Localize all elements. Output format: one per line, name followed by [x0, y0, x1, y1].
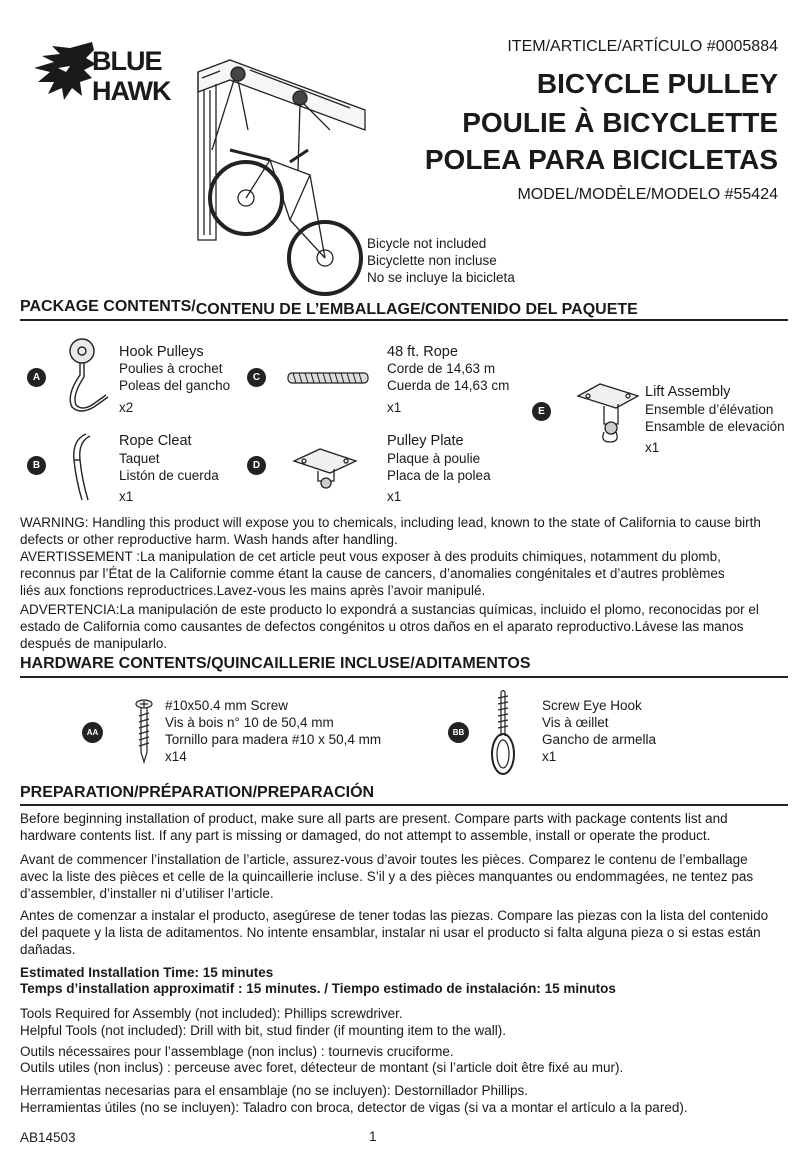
hardware-bb-es: Gancho de armella [542, 732, 657, 747]
brand-logo [30, 38, 190, 116]
item-number: ITEM/ARTICLE/ARTÍCULO #0005884 [507, 38, 778, 55]
preparation-heading: PREPARATION/PRÉPARATION/PREPARACIÓN [20, 784, 375, 801]
hawk-head-icon [30, 38, 100, 116]
preparation-es [20, 907, 790, 958]
preparation-fr [20, 851, 790, 902]
warning-en [20, 514, 790, 548]
preparation-es-line1: Antes de comenzar a instalar el producto, asegúrese de tener todas las piezas. Compare las piezas con la lista del contenido [20, 908, 769, 923]
part-d-badge: D [247, 456, 266, 475]
pulley-plate-icon [290, 443, 360, 491]
hardware-bb-name: Screw Eye Hook [542, 698, 642, 713]
document-code: AB14503 [20, 1130, 76, 1145]
part-a-qty: x2 [119, 400, 134, 415]
preparation-fr-line3: d’assembler, d’installer ni d’utiliser l’article. [20, 886, 274, 901]
tools-en-required: Tools Required for Assembly (not included): Phillips screwdriver. [20, 1006, 403, 1021]
preparation-en [20, 810, 790, 844]
model-number: MODEL/MODÈLE/MODELO #55424 [517, 186, 778, 203]
tools-es-required: Herramientas necesarias para el ensamblaje (no se incluyen): Destornillador Phillips. [20, 1083, 528, 1098]
warning-es-line1: ADVERTENCIA:La manipulación de este producto lo expondrá a sustancias químicas, incluido el plomo, reconocidas por el [20, 602, 759, 617]
warning-label: WARNING [20, 515, 85, 530]
package-heading-part1: PACKAGE CONTENTS/ [20, 298, 196, 315]
part-e-fr: Ensemble d’élévation [645, 402, 774, 417]
warning-fr-line2: reconnus par l’État de la Californie comme étant la cause de cancers, d’anomalies congénitales et d’autres problèmes [20, 566, 725, 581]
hardware-bb-fr: Vis à œillet [542, 715, 609, 730]
screw-icon [134, 698, 154, 764]
preparation-en-line2: hardware contents list. If any part is missing or damaged, do not attempt to assemble, install or operate the product. [20, 828, 711, 843]
bicycle-pulley-illustration [190, 50, 370, 300]
tools-en-helpful: Helpful Tools (not included): Drill with bit, stud finder (if mounting item to the wall). [20, 1023, 506, 1038]
part-e-name: Lift Assembly [645, 384, 731, 400]
package-contents-heading [20, 298, 638, 318]
warning-fr [20, 548, 790, 599]
part-a-name: Hook Pulleys [119, 344, 204, 360]
part-c-qty: x1 [387, 400, 402, 415]
brand-name-line2: HAWK [92, 76, 171, 106]
hardware-aa-qty: x14 [165, 749, 187, 764]
title-english: BICYCLE PULLEY [536, 68, 778, 99]
hardware-aa-fr: Vis à bois n° 10 de 50,4 mm [165, 715, 334, 730]
part-d-name: Pulley Plate [387, 433, 464, 449]
part-b-es: Listón de cuerda [119, 468, 219, 483]
section-divider [20, 676, 788, 678]
part-b-qty: x1 [119, 489, 134, 504]
bike-note-en: Bicycle not included [367, 236, 487, 251]
part-d-qty: x1 [387, 489, 402, 504]
bike-note-fr: Bicyclette non incluse [367, 253, 497, 268]
part-a-es: Poleas del gancho [119, 378, 231, 393]
tools-fr-required: Outils nécessaires pour l’assemblage (non inclus) : tournevis cruciforme. [20, 1044, 454, 1059]
hardware-aa-name: #10x50.4 mm Screw [165, 698, 289, 713]
part-a-badge: A [27, 368, 46, 387]
hardware-aa-es: Tornillo para madera #10 x 50,4 mm [165, 732, 382, 747]
bike-note-es: No se incluye la bicicleta [367, 270, 515, 285]
section-divider [20, 319, 788, 321]
part-b-badge: B [27, 456, 46, 475]
part-b-fr: Taquet [119, 451, 160, 466]
part-c-name: 48 ft. Rope [387, 344, 458, 360]
warning-es-line2: estado de California como causantes de defectos congénitos u otros daños en el aparato reproductivo.Lávese las manos [20, 619, 744, 634]
warning-es [20, 601, 790, 652]
section-divider [20, 804, 788, 806]
part-e-qty: x1 [645, 440, 660, 455]
hook-pulley-icon [60, 335, 115, 420]
part-d-fr: Plaque à poulie [387, 451, 481, 466]
install-time-fr-es: Temps d’installation approximatif : 15 minutes. / Tiempo estimado de instalación: 15 minutos [20, 981, 616, 996]
warning-fr-line1: AVERTISSEMENT :La manipulation de cet article peut vous exposer à des produits chimiques, notamment du plomb, [20, 549, 721, 564]
install-time-en: Estimated Installation Time: 15 minutes [20, 965, 274, 980]
hardware-bb-qty: x1 [542, 749, 557, 764]
part-c-es: Cuerda de 14,63 cm [387, 378, 510, 393]
part-c-badge: C [247, 368, 266, 387]
part-e-es: Ensamble de elevación [645, 419, 785, 434]
warning-en-line1: : Handling this product will expose you to chemicals, including lead, known to the state of California to cause birth [84, 515, 761, 530]
part-c-fr: Corde de 14,63 m [387, 361, 496, 376]
hardware-aa-badge: AA [82, 722, 103, 743]
tools-fr-helpful: Outils utiles (non inclus) : perceuse avec foret, détecteur de montant (si l’article doit être fixé au mur). [20, 1060, 624, 1075]
part-a-fr: Poulies à crochet [119, 361, 223, 376]
package-heading-part2: CONTENU DE L’EMBALLAGE/CONTENIDO DEL PAQUETE [195, 301, 638, 318]
warning-en-line2: defects or other reproductive harm. Wash hands after handling. [20, 532, 398, 547]
hardware-heading: HARDWARE CONTENTS/QUINCAILLERIE INCLUSE/ADITAMENTOS [20, 655, 531, 672]
hardware-bb-badge: BB [448, 722, 469, 743]
part-b-name: Rope Cleat [119, 433, 192, 449]
lift-assembly-icon [574, 380, 642, 448]
brand-name-line1: BLUE [92, 46, 162, 76]
rope-cleat-icon [62, 430, 102, 505]
preparation-es-line2: del paquete y la lista de aditamentos. No intente ensamblar, instalar ni usar el producto si falta alguna pieza o si estas están [20, 925, 761, 940]
page-number: 1 [369, 1129, 377, 1144]
title-french: POULIE À BICYCLETTE [462, 107, 778, 138]
preparation-es-line3: dañadas. [20, 942, 76, 957]
tools-es-helpful: Herramientas útiles (no se incluyen): Taladro con broca, detector de vigas (si va a montar el artículo a la pared). [20, 1100, 688, 1115]
screw-eye-hook-icon [488, 690, 518, 778]
warning-fr-line3: liés aux fonctions reproductrices.Lavez-vous les mains après l’avoir manipulé. [20, 583, 486, 598]
part-d-es: Placa de la polea [387, 468, 491, 483]
part-e-badge: E [532, 402, 551, 421]
rope-icon [287, 371, 369, 385]
warning-es-line3: después de manipularlo. [20, 636, 168, 651]
title-spanish: POLEA PARA BICICLETAS [424, 144, 778, 175]
preparation-en-line1: Before beginning installation of product, make sure all parts are present. Compare parts with package contents list and [20, 811, 728, 826]
preparation-fr-line1: Avant de commencer l’installation de l’article, assurez-vous d’avoir toutes les pièces. Comparez le contenu de l’emballage [20, 852, 748, 867]
preparation-fr-line2: avec la liste des pièces et celle de la quincaillerie incluse. S’il y a des pièces manquantes ou endommagées, ne tentez pas [20, 869, 754, 884]
